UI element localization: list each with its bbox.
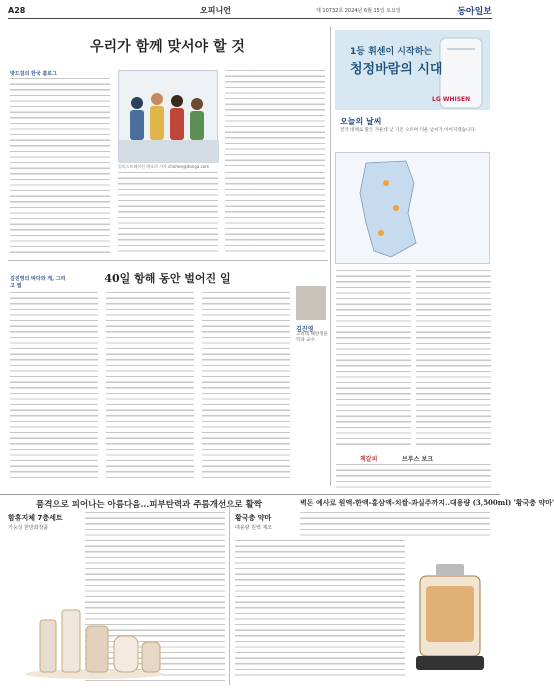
article2-column-label: 김진영의 바다와 게, 그리고 썹 [10, 276, 66, 289]
ad1-product-sub: 기능성 한방화장품 [8, 525, 49, 531]
ad2-intro [300, 512, 490, 538]
article2-headline: 40일 항해 동안 벌어진 일 [104, 272, 231, 285]
section-name: 오피니언 [200, 6, 231, 15]
weather-title: 오늘의 날씨 [340, 117, 382, 126]
publication-info: 제 10732호 2024년 6월 15일 토요일 [316, 8, 401, 14]
bookmark-text [336, 464, 491, 488]
sidebar-col1 [336, 270, 411, 445]
article1-column-label: 밧드걸의 한국 블로그 [10, 71, 57, 77]
extractor-product [410, 556, 490, 676]
ad-line1: 1등 휘센이 시작하는 [350, 47, 433, 57]
page-number: A28 [8, 6, 26, 15]
ad1-headline: 품격으로 피어나는 아름다음...피부탄력과 주름개선으로 활짝 [36, 500, 262, 510]
article1-col1 [10, 78, 110, 254]
korea-map-icon [336, 153, 491, 265]
ad1-product-name: 함휴지체 7층세트 [8, 514, 63, 522]
extractor-machine-icon [410, 556, 490, 676]
sidebar-col2 [416, 270, 491, 445]
weather-map [335, 152, 490, 264]
people-illustration-icon [119, 71, 219, 163]
article1-col3 [225, 172, 325, 254]
article2-col1 [10, 292, 98, 482]
ad2-headline: 벽돈 예사로 원액-한액-홍삼액-치쌀-과실주까지..대용량 (3,500ml) '황국충 약마' [300, 498, 554, 507]
bookmark-subtitle: 브루스 보크 [402, 456, 434, 463]
ad2-body [235, 540, 405, 680]
ad-line2: 청정바람의 시대 [350, 62, 443, 77]
weather-summary: 전국 대체로 맑은 가운데 낮 기온 오르며 더운 날씨가 이어지겠습니다. [340, 128, 477, 133]
cosmetics-product [20, 580, 170, 680]
article1-col2 [118, 172, 218, 254]
ad-brand-logo: LG WHISEN [432, 96, 471, 103]
article2-byline-sub: 고려대 해양생물학과 교수 [296, 332, 328, 343]
article1-headline: 우리가 함께 맞서야 할 것 [90, 39, 245, 55]
article1-col3-top [225, 70, 325, 166]
illustration-caption: 일러스트레이션 박초희 기자 chohee@donga.com [118, 164, 210, 169]
cosmetics-bottles-icon [20, 580, 170, 680]
header-rule [8, 18, 492, 19]
ad-divider [229, 500, 230, 685]
article1-illustration [118, 70, 218, 162]
ad2-product-sub: 대용량 원액 제조 [235, 525, 272, 531]
column-divider [330, 26, 331, 486]
article2-col3 [202, 292, 290, 482]
ad2-product-name: 황국충 약마 [235, 514, 272, 522]
masthead-logo: 동아일보 [457, 7, 492, 17]
article2-col2 [106, 292, 194, 482]
author-photo [296, 286, 326, 320]
article2-byline-name: 김진영 [296, 326, 314, 333]
article-divider [8, 260, 328, 261]
bookmark-title: 책갈피 [360, 456, 378, 463]
